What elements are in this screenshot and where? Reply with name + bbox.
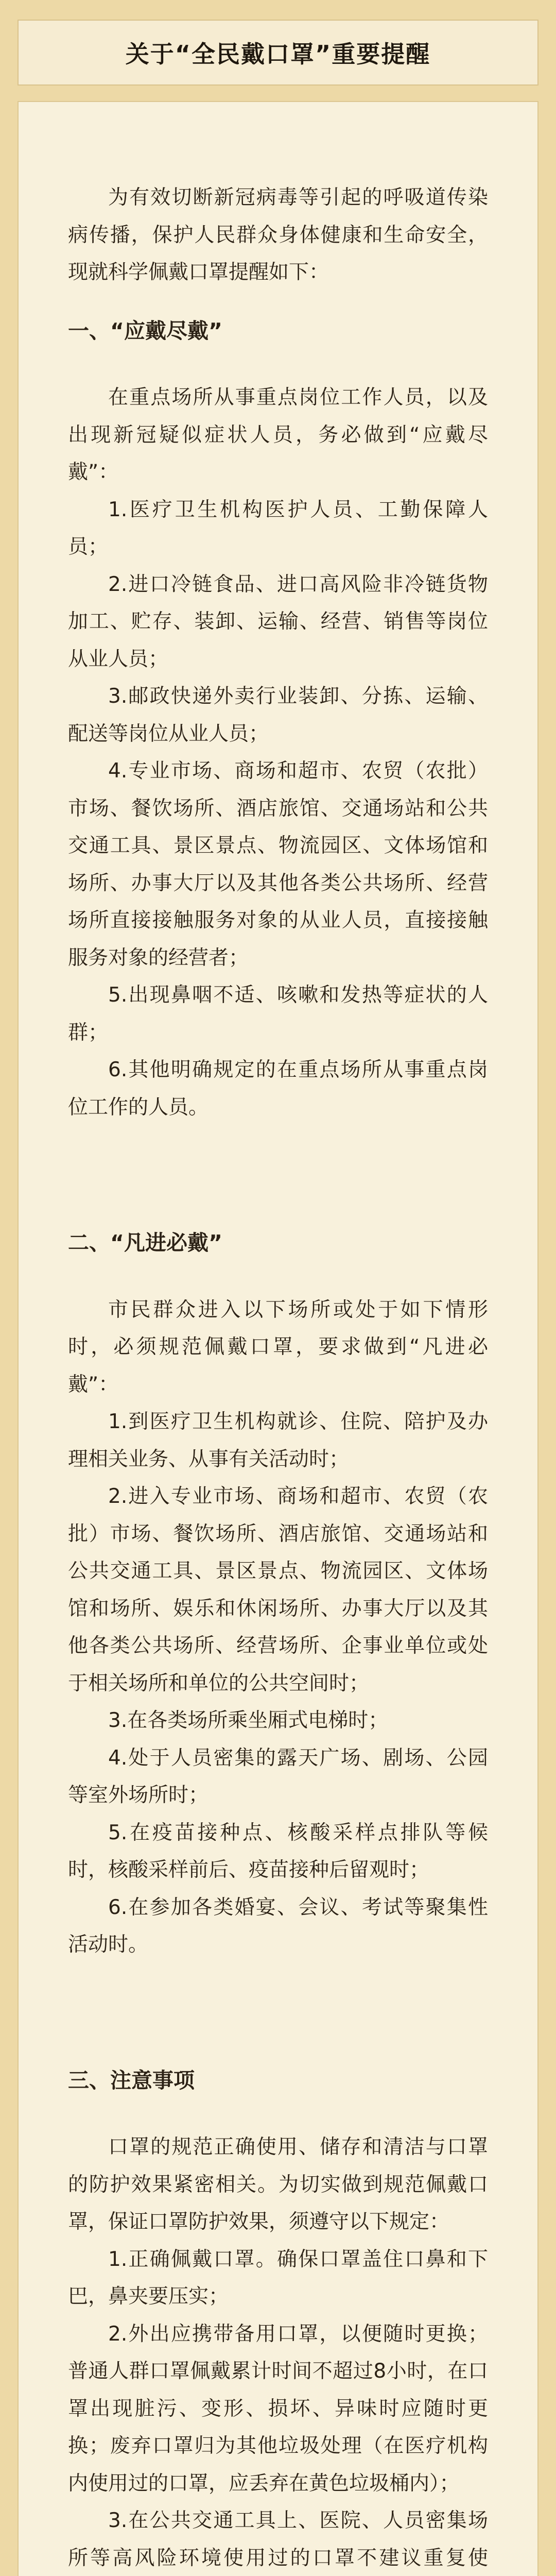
section1-heading: 一、“应戴尽戴” — [68, 318, 222, 343]
section1-item: 2.进口冷链食品、进口高风险非冷链货物加工、贮存、装卸、运输、经营、销售等岗位从业人员； — [68, 572, 488, 671]
section2-item: 3.在各类场所乘坐厢式电梯时； — [108, 1709, 389, 1732]
section1-item: 5.出现鼻咽不适、咳嗽和发热等症状的人群； — [68, 984, 488, 1044]
section1-item: 3.邮政快递外卖行业装卸、分拣、运输、配送等岗位从业人员； — [68, 685, 488, 745]
section1-item: 6.其他明确规定的在重点场所从事重点岗位工作的人员。 — [68, 1058, 488, 1119]
section2-item: 2.进入专业市场、商场和超市、农贸（农批）市场、餐饮场所、酒店旅馆、交通场站和公共交通工具、景区景点、物流园区、文体场馆和场所、娱乐和休闲场所、办事大厅以及其他各类公共场所、经营场所、企事业单位或处于相关场所和单位的公共空间时； — [68, 1485, 488, 1695]
section1-lead: 在重点场所从事重点岗位工作人员，以及出现新冠疑似症状人员，务必做到“应戴尽戴”： — [68, 386, 488, 484]
section3-item: 3.在公共交通工具上、医院、人员密集场所等高风险环境使用过的口罩不建议重复使 — [68, 2509, 488, 2570]
section1-item: 4.专业市场、商场和超市、农贸（农批）市场、餐饮场所、酒店旅馆、交通场站和公共交通工具、景区景点、物流园区、文体场馆和场所、办事大厅以及其他各类公共场所、经营场所直接接触服务对象的从业人员，直接接触服务对象的经营者； — [68, 759, 488, 970]
section2-item: 6.在参加各类婚宴、会议、考试等聚集性活动时。 — [68, 1895, 488, 1956]
section1-item: 1.医疗卫生机构医护人员、工勤保障人员； — [68, 498, 488, 558]
notice-body — [18, 101, 538, 2576]
section2-heading: 二、“凡进必戴” — [68, 1230, 222, 1255]
notice-title: 关于“全民戴口罩”重要提醒 — [18, 20, 538, 86]
section2-item: 5.在疫苗接种点、核酸采样点排队等候时，核酸采样前后、疫苗接种后留观时； — [68, 1821, 488, 1882]
intro-paragraph: 为有效切断新冠病毒等引起的呼吸道传染病传播，保护人民群众身体健康和生命安全，现就科学佩戴口罩提醒如下： — [68, 186, 488, 284]
section3-item: 1.正确佩戴口罩。确保口罩盖住口鼻和下巴，鼻夹要压实； — [68, 2247, 488, 2308]
section3-item: 2.外出应携带备用口罩，以便随时更换；普通人群口罩佩戴累计时间不超过8小时，在口罩出现脏污、变形、损坏、异味时应随时更换；废弃口罩归为其他垃圾处理（在医疗机构内使用过的口罩，应丢弃在黄色垃圾桶内）； — [68, 2322, 488, 2495]
section3-lead: 口罩的规范正确使用、储存和清洁与口罩的防护效果紧密相关。为切实做到规范佩戴口罩，保证口罩防护效果，须遵守以下规定： — [68, 2136, 488, 2233]
section2-item: 1.到医疗卫生机构就诊、住院、陪护及办理相关业务、从事有关活动时； — [68, 1410, 488, 1471]
section2-lead: 市民群众进入以下场所或处于如下情形时，必须规范佩戴口罩，要求做到“凡进必戴”： — [68, 1298, 488, 1396]
section3-heading: 三、注意事项 — [68, 2067, 195, 2093]
section2-item: 4.处于人员密集的露天广场、剧场、公园等室外场所时； — [68, 1746, 488, 1807]
